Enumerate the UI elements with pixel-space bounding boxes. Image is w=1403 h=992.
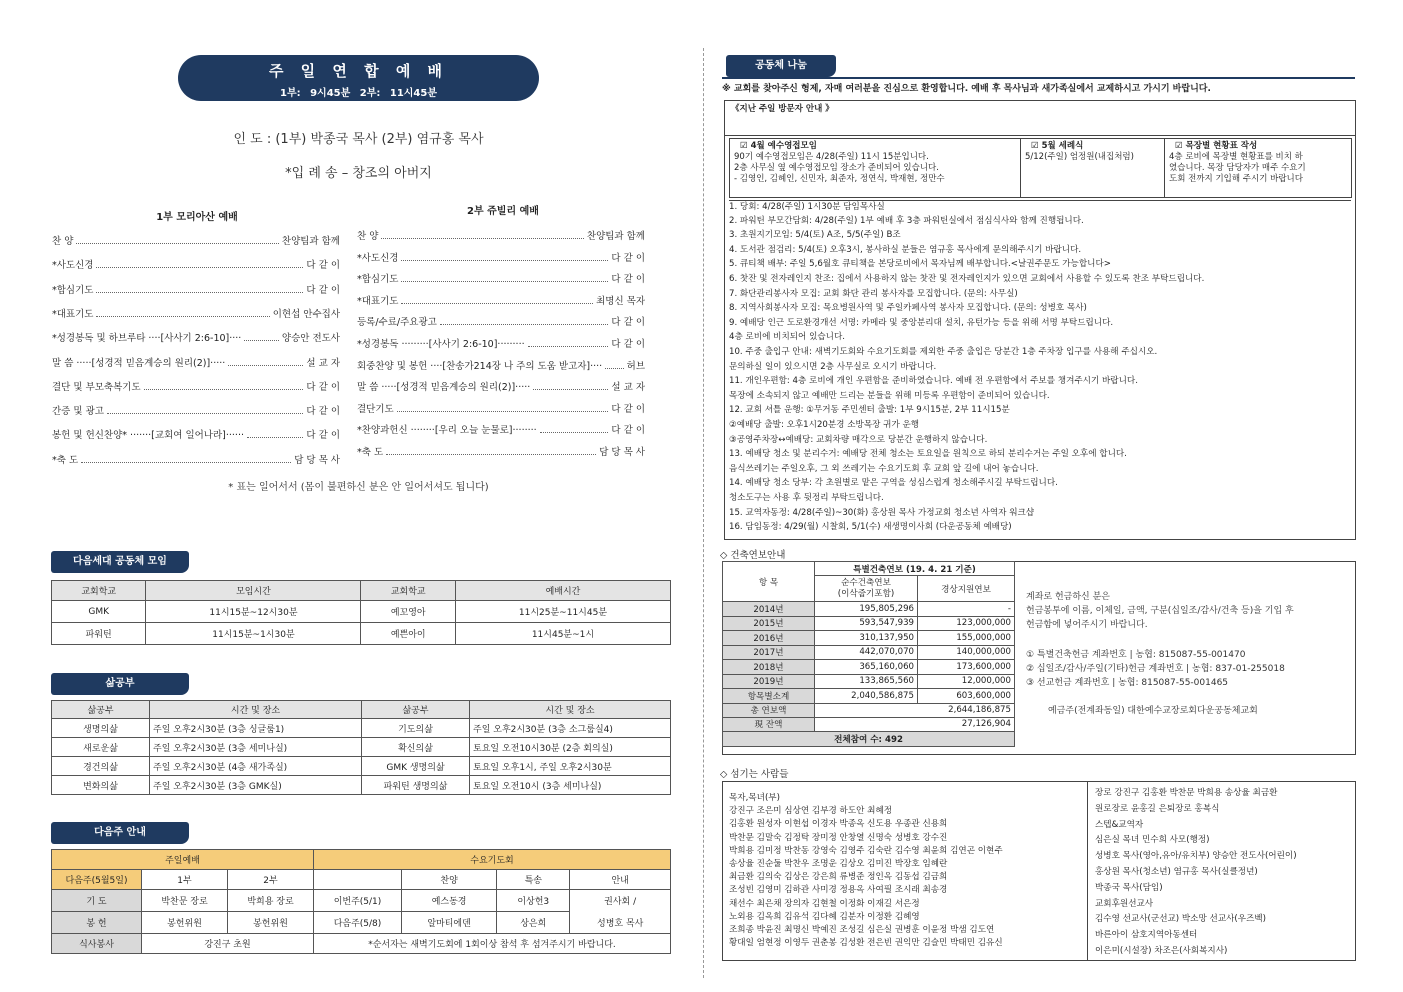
dot-leader (401, 274, 608, 282)
cell: 권사회 / (570, 890, 671, 912)
special-header: 특별건축연보 (19. 4. 21 기준) (815, 562, 1015, 576)
table-row (723, 616, 1015, 631)
order-label: *찬양과헌신 ········[우리 오늘 눈물로]········ (357, 425, 537, 437)
notice-card (729, 138, 1021, 198)
announcement-item: 음식쓰레기는 주일오후, 그 외 쓰레기는 수요기도회 후 교회 앞 길에 내어 놓습니다. (729, 463, 1039, 474)
col-net: 순수건축연보 (841, 577, 891, 588)
service-banner (178, 55, 539, 101)
announcement-item: 5. 큐티책 배부: 주일 5,6월호 큐티책을 본당로비에서 목자님께 배부합니다.<날권주문도 가능합니다> (729, 259, 1111, 270)
account-line: ① 특별건축헌금 계좌번호 | 농협: 815087-55-001470 (1026, 650, 1246, 660)
cell: 123,000,000 (918, 616, 1015, 631)
sub-header: 특송 (497, 870, 570, 890)
order-item (357, 358, 645, 372)
dot-leader (440, 317, 609, 325)
cell: 봉헌위원 (228, 912, 314, 934)
order-item (52, 427, 340, 441)
order-item (52, 330, 340, 344)
order-label: *성경봉독 및 하브루타 ····[사사기 2:6-10]···· (52, 333, 242, 345)
servant-line: 스텝&교역자 (1095, 819, 1144, 830)
sunday-header: 주일예배 (52, 850, 314, 870)
servant-line: 조성빈 김영미 김하관 사미경 정용옥 사여필 조시래 최송경 (729, 885, 948, 896)
nextgen-header: 모임시간 (146, 581, 361, 601)
order-value: 다 같 이 (611, 339, 645, 350)
table-row (52, 912, 671, 934)
announcement-item: 11. 개인우편함: 4층 로비에 개인 우편함을 준비하였습니다. 예배 전 우편함에서 주보를 챙겨주시기 바랍니다. (729, 376, 1138, 387)
order-item (357, 293, 645, 307)
dot-leader (533, 382, 608, 390)
participants: 전체참여 수: 492 (723, 731, 1015, 746)
dot-leader (397, 404, 609, 412)
order-value: 허브 (626, 360, 645, 372)
cell: 593,547,939 (815, 616, 918, 631)
account-holder: 예금주(전계좌동일) 대한예수교장로회다운공동체교회 (1048, 706, 1258, 716)
nextweek-table (51, 849, 671, 954)
dot-leader (76, 236, 279, 244)
dot-leader (96, 285, 303, 293)
servant-line: 황대일 엄현정 이영두 권춘봉 김성환 전은빈 권익만 김슬민 박태민 김유신 (729, 938, 1003, 949)
table-row (723, 731, 1015, 746)
announcement-item: 4층 로비에 비치되어 있습니다. (729, 332, 846, 343)
announcement-item: ③공영주차장↔예배당: 교회차량 매각으로 당분간 운행하지 않습니다. (729, 434, 988, 445)
col-ordinary: 경상지원연보 (918, 576, 1015, 602)
order-value: 다 같 이 (611, 317, 645, 329)
table-row (52, 934, 671, 954)
order-label: 결단기도 (357, 403, 394, 415)
col-net-sub: (이삭줍기포함) (837, 588, 895, 599)
servant-line: 교회후원선교사 (1095, 898, 1154, 909)
service-times: 1부: 9시45분 2부: 11시45분 (279, 88, 438, 99)
wednesday-header: 수요기도회 (314, 850, 671, 870)
order-item (357, 336, 645, 350)
order-value: 설 교 자 (611, 382, 645, 394)
servants-right-box (1087, 781, 1356, 961)
order-value: 담 당 목 사 (294, 454, 340, 466)
order-label: 봉헌 및 헌신찬양* ·······[교회여 일어나라]······ (52, 430, 244, 442)
order-label: *합심기도 (52, 284, 94, 296)
cell: 변화의삶 (52, 776, 150, 795)
cell: 성병호 목사 (570, 912, 671, 934)
order-value: 다 같 이 (611, 403, 645, 415)
cell: 11시25분~11시45분 (455, 601, 670, 623)
order-item (52, 452, 340, 466)
table-row (52, 738, 671, 757)
cell: 새로운삶 (52, 738, 150, 757)
servant-line: 노외용 김옥희 김유석 김다혜 김분자 이정환 김혜영 (729, 911, 920, 922)
samgong-table (51, 700, 671, 795)
section-rule (722, 77, 1355, 79)
servant-line: 목자,목녀(부) (729, 793, 780, 803)
notice-title: ☑ 목장별 현황표 작성 (1175, 141, 1258, 151)
dot-leader (386, 447, 596, 455)
samgong-header: 시간 및 장소 (470, 701, 671, 719)
order-value: 설 교 자 (306, 357, 340, 369)
announcement-item: 16. 담임동정: 4/29(월) 시찰회, 5/1(수) 새생명이사회 (다운공동체 예배당) (729, 522, 1012, 533)
cell: 박희용 장로 (228, 890, 314, 912)
cell: 2019년 (723, 674, 815, 689)
cell: 확신의삶 (362, 738, 470, 757)
order-item (52, 355, 340, 369)
cell: 봉헌위원 (142, 912, 228, 934)
cell: 예꼬영아 (361, 601, 455, 623)
cell: 항목별소계 (723, 689, 815, 704)
dot-leader (144, 382, 304, 390)
servant-line: 심은실 목녀 민수희 사모(행정) (1095, 835, 1210, 846)
stand-note: * 표는 일어서서 (몸이 불편하신 분은 안 일어서셔도 됩니다) (228, 482, 489, 493)
dot-leader (247, 430, 303, 438)
order-value: 다 같 이 (611, 274, 645, 286)
cell: 주일 오후2시30분 (3층 소그룹실4) (470, 719, 671, 738)
servants-section-title: ◇ 섬기는 사람들 (720, 769, 789, 780)
servant-line: 박종국 목사(담임) (1095, 882, 1163, 893)
samgong-section-title: 삶공부 (51, 673, 189, 695)
table-row (723, 631, 1015, 646)
samgong-header: 삶공부 (362, 701, 470, 719)
order-item (357, 271, 645, 285)
dot-leader (81, 455, 291, 463)
dot-leader (244, 333, 279, 341)
order-label: 간증 및 광고 (52, 406, 104, 418)
table-row (723, 703, 1015, 717)
cell: 310,137,950 (815, 631, 918, 646)
announcement-item: ②예배당 출발: 오후1시20분경 소방목장 귀가 운행 (729, 420, 920, 430)
building-fund-table (722, 561, 1015, 747)
cell: 2015년 (723, 616, 815, 631)
table-row (723, 645, 1015, 660)
notice-card (1164, 138, 1352, 198)
table-row (723, 660, 1015, 675)
info-line: 헌금함에 넣어주시기 바랍니다. (1026, 620, 1148, 630)
order-item (52, 306, 340, 320)
order-value: 다 같 이 (306, 430, 340, 442)
dot-leader (96, 260, 303, 268)
order-item (357, 379, 645, 393)
balance-value: 27,126,904 (815, 717, 1015, 731)
order-item (357, 444, 645, 458)
table-row (723, 602, 1015, 617)
announcement-item: 9. 예배당 인근 도로환경개선 서명: 카메라 및 중앙분리대 설치, 유턴가능 등을 위해 서명 부탁드립니다. (729, 317, 1114, 328)
cell: 12,000,000 (918, 674, 1015, 689)
cell: 주일 오후2시30분 (3층 싱글룸1) (150, 719, 362, 738)
cell: GMK 생명의삶 (362, 757, 470, 776)
nextgen-header: 예배시간 (455, 581, 670, 601)
table-row (52, 757, 671, 776)
order-value: 다 같 이 (306, 381, 340, 393)
cell: 2018년 (723, 660, 815, 675)
info-line: 헌금봉투에 이름, 이체일, 금액, 구분(십일조/감사/건축 등)을 기입 후 (1026, 606, 1294, 616)
service2-title: 2부 쥬빌리 예배 (467, 206, 539, 217)
announcement-box (724, 100, 1356, 540)
announcement-item: 3. 초원지기모임: 5/4(토) A조, 5/5(주일) B조 (729, 230, 901, 241)
servant-line: 성병호 목사(영아,유아/유치부) 양승안 전도사(어린이) (1095, 851, 1297, 862)
dot-leader (528, 339, 609, 347)
order-value: 다 같 이 (306, 406, 340, 418)
col-item: 항 목 (723, 562, 815, 602)
cell: 다음주(5/8) (314, 912, 402, 934)
order-label: 찬 양 (357, 231, 379, 242)
divider (724, 135, 1356, 136)
sub-header: 1부 (142, 870, 228, 890)
cell: 기 도 (52, 890, 142, 912)
announcement-item: 청소도구는 사용 후 뒷정리 부탁드립니다. (729, 493, 884, 503)
table-row (52, 623, 671, 645)
order-label: *사도신경 (52, 260, 94, 272)
servant-line: 강진구 조은미 심상연 김부경 하도안 최혜정 (729, 806, 893, 817)
nextgen-header: 교회학교 (361, 581, 455, 601)
announcement-item: 목장에 소속되지 않고 예배만 드리는 분들을 위해 미등록 우편함이 준비되어 있습니다. (729, 390, 1050, 401)
samgong-header: 삶공부 (52, 701, 150, 719)
cell: 이상헌3 (497, 890, 570, 912)
building-section-title: ◇ 건축연보안내 (720, 550, 786, 561)
notice-title: ☑ 4월 예수영접모임 (740, 141, 817, 151)
cell: 이번주(5/1) (314, 890, 402, 912)
notice-line: 2층 사무실 옆 예수영접모임 장소가 준비되어 있습니다. (734, 163, 939, 173)
servant-line: 바른아이 삼호지역아동센터 (1095, 930, 1198, 941)
welcome-note: ※ 교회를 찾아주신 형제, 자매 여러분을 진심으로 환영합니다. 예배 후 목사님과 새가족실에서 교제하시고 가시기 바랍니다. (722, 84, 1211, 94)
order-label: *대표기도 (52, 308, 94, 320)
order-item (52, 282, 340, 296)
cell: 상은희 (497, 912, 570, 934)
announcement-item: 문의하실 일이 있으시면 2층 사무실로 오시기 바랍니다. (729, 361, 937, 372)
cell: 경건의삶 (52, 757, 150, 776)
announcement-item: 12. 교회 셔틀 운행: ①무거동 주민센터 출발: 1부 9시15분, 2부 11시15분 (729, 405, 1010, 416)
order-label: 결단 및 부모축복기도 (52, 381, 141, 393)
page-divider (703, 48, 704, 978)
cell: 11시15분~12시30분 (146, 601, 361, 623)
order-label: 찬 양 (52, 236, 74, 247)
announcement-item: 15. 교역자동정: 4/28(주일)~30(화) 홍상원 목사 가정교회 청소년 사역자 워크샵 (729, 507, 1035, 518)
notice-card (1020, 138, 1165, 198)
servant-line: 조희종 박윤진 최명신 박예진 조성길 심은실 권병훈 이윤정 박샘 김도연 (729, 925, 995, 936)
cell: 2014년 (723, 602, 815, 617)
notice-line: 4층 로비에 목장별 현황표를 비치 하 (1169, 152, 1303, 162)
info-line: 계좌로 헌금하신 분은 (1026, 592, 1110, 602)
order-value: 다 같 이 (611, 252, 645, 264)
notice-line: 90기 예수영접모임은 4/28(주일) 11시 15분입니다. (734, 152, 929, 162)
nextgen-table (51, 580, 671, 645)
order-label: *합심기도 (357, 274, 399, 286)
servants-left-box (722, 781, 1088, 961)
order-value: 다 같 이 (306, 284, 340, 296)
order-item (357, 228, 645, 242)
dot-leader (605, 361, 623, 369)
sub-header: 안내 (570, 870, 671, 890)
order-item (52, 379, 340, 393)
order-label: 등록/수료/주요광고 (357, 317, 437, 329)
notice-line: 였습니다. 목장 담당자가 매주 수요기 (1169, 163, 1306, 173)
order-item (357, 250, 645, 264)
cell: 식사봉사 (52, 934, 142, 954)
cell: *순서자는 새벽기도회에 1회이상 참석 후 섬겨주시기 바랍니다. (314, 934, 671, 954)
dot-leader (401, 296, 593, 304)
order-label: 회중찬양 및 봉헌 ····[찬송가214장 나 주의 도움 받고자]···· (357, 360, 603, 372)
order-item (357, 401, 645, 415)
order-value: 이현섭 안수집사 (272, 308, 340, 320)
notice-line: 도회 전까지 기입해 주시기 바랍니다 (1169, 174, 1303, 184)
order-label: *사도신경 (357, 252, 399, 264)
servant-line: 채선수 최은채 장의자 김현철 이정화 이재길 서은정 (729, 898, 920, 909)
announcement-item: 6. 찻잔 및 전자레인지 찬조: 집에서 사용하지 않는 찻잔 및 전자레인지가 있으면 교회에서 사용할 수 있도록 찬조 부탁드립니다. (729, 274, 1205, 284)
servant-line: 박찬문 김말숙 김정탁 장미정 안창열 신명숙 성병호 강수진 (729, 832, 948, 843)
servant-line: 장로 강진구 김홍환 박찬문 박희용 송상율 최금환 (1095, 788, 1278, 798)
announcement-item: 1. 당회: 4/28(주일) 1시30분 담임목사실 (729, 200, 1351, 213)
notice-title: ☑ 5월 세례식 (1031, 141, 1084, 151)
order-value: 양승안 전도사 (281, 333, 340, 345)
cell: 2,040,586,875 (815, 689, 918, 704)
cell: 파워틴 (52, 623, 146, 645)
cell: 365,160,060 (815, 660, 918, 675)
nextgen-section-title: 다음세대 공동체 모임 (51, 551, 189, 573)
dot-leader (107, 406, 303, 414)
cell: 강진구 초원 (142, 934, 314, 954)
cell: 133,865,560 (815, 674, 918, 689)
dot-leader (96, 309, 269, 317)
cell: 11시45분~1시 (455, 623, 670, 645)
cell: 토요일 오전10시 (3층 세미나실) (470, 776, 671, 795)
leader-line: 인 도 : (1부) 박종국 목사 (2부) 염규홍 목사 (233, 132, 484, 147)
community-section-title: 공동체 나눔 (726, 55, 836, 77)
order-label: 말 씀 ·····[성경적 믿음계승의 원리(2)]····· (357, 382, 531, 394)
dot-leader (228, 358, 303, 366)
cell: 봉 헌 (52, 912, 142, 934)
servant-line: 송상율 진순둘 박찬우 조명운 김상오 김미진 박장호 임혜란 (729, 859, 948, 870)
order-value: 다 같 이 (306, 260, 340, 272)
cell: 173,600,000 (918, 660, 1015, 675)
account-line: ③ 선교헌금 계좌번호 | 농협: 815087-55-001465 (1026, 678, 1229, 688)
cell: 예스동경 (402, 890, 497, 912)
announcement-item: 10. 주중 출입구 안내: 새벽기도회와 수요기도회를 제외한 주중 출입은 당분간 1층 주차장 입구를 사용해 주십시오. (729, 347, 1158, 357)
servant-line: 김수영 선교사(군선교) 박소망 선교사(우즈벡) (1095, 914, 1267, 925)
order-label: *대표기도 (357, 295, 399, 307)
table-row (723, 689, 1015, 704)
cell: 박찬문 장로 (142, 890, 228, 912)
dot-leader (401, 253, 608, 261)
dot-leader (381, 231, 584, 239)
cell: 11시15분~1시30분 (146, 623, 361, 645)
cell: 155,000,000 (918, 631, 1015, 646)
table-row (52, 890, 671, 912)
order-label: *성경봉독 ·········[사사기 2:6-10]········· (357, 339, 525, 350)
cell: 603,600,000 (918, 689, 1015, 704)
sub-header (314, 870, 402, 890)
balance-label: 現 잔액 (723, 717, 815, 731)
cell: 토요일 오후1시, 주일 오후2시30분 (470, 757, 671, 776)
building-info (1026, 590, 1294, 718)
notice-line: - 김영인, 김혜인, 신민자, 최준자, 정연식, 박재현, 정만수 (734, 174, 945, 184)
sub-header: 찬양 (402, 870, 497, 890)
announcement-item: 2. 파워틴 부모간담회: 4/28(주일) 1부 예배 후 3층 파워틴실에서 점심식사와 함께 진행됩니다. (729, 215, 1084, 226)
table-row (723, 717, 1015, 731)
table-row (52, 601, 671, 623)
cell: 195,805,296 (815, 602, 918, 617)
order-label: *축 도 (357, 447, 384, 458)
order-item (52, 403, 340, 417)
service-title: 주 일 연 합 예 배 (268, 62, 449, 80)
servant-line: 홍상원 목사(청소년) 염규홍 목사(실클정년) (1095, 866, 1258, 877)
order-item (357, 314, 645, 328)
order-item (357, 422, 645, 436)
sub-header: 다음주(5월5일) (52, 870, 142, 890)
order-value: 찬양팀과 함께 (586, 231, 645, 242)
total-label: 총 연보액 (723, 703, 815, 717)
cell: 알마티에덴 (402, 912, 497, 934)
order-label: *축 도 (52, 454, 79, 466)
sub-header: 2부 (228, 870, 314, 890)
nextgen-header: 교회학교 (52, 581, 146, 601)
announcement-item: 13. 예배당 청소 및 분리수거: 예배당 전체 청소는 토요일을 원칙으로 하되 분리수거는 주일 오후에 합니다. (729, 449, 1127, 460)
order-value: 다 같 이 (611, 425, 645, 437)
cell: 파워틴 생명의삶 (362, 776, 470, 795)
announcement-item: 7. 화단관리봉사자 모집: 교회 화단 관리 봉사자를 모집합니다. (문의: 사무실) (729, 288, 1018, 299)
cell: 생명의삶 (52, 719, 150, 738)
visitor-label: 《지난 주일 방문자 안내 》 (731, 104, 834, 114)
cell: 442,070,070 (815, 645, 918, 660)
service1-title: 1부 모리아산 예배 (156, 212, 238, 223)
cell: 주일 오후2시30분 (3층 GMK실) (150, 776, 362, 795)
servant-line: 이은미(시설장) 차조은(사회복지사) (1095, 945, 1228, 956)
samgong-header: 시간 및 장소 (150, 701, 362, 719)
order-value: 찬양팀과 함께 (281, 236, 340, 247)
cell: GMK (52, 601, 146, 623)
entrance-hymn: *입 례 송 – 창조의 아버지 (285, 166, 432, 181)
order-label: 말 씀 ·····[성경적 믿음계승의 원리(2)]····· (52, 357, 226, 369)
servant-line: 최금환 김의숙 김상은 강은희 류병준 정인옥 김동섭 김금희 (729, 872, 948, 883)
order-value: 최명신 목자 (596, 295, 645, 307)
cell: 2017년 (723, 645, 815, 660)
table-row (723, 674, 1015, 689)
account-line: ② 십일조/감사/주일(기타)헌금 계좌번호 | 농협: 837-01-255018 (1026, 664, 1285, 674)
cell: 140,000,000 (918, 645, 1015, 660)
cell: 예쁜아이 (361, 623, 455, 645)
order-item (52, 233, 340, 247)
servant-line: 김홍환 원성자 이현섭 이경자 박종옥 신도용 우종관 신용희 (729, 819, 948, 830)
cell: 토요일 오전10시30분 (2층 회의실) (470, 738, 671, 757)
table-row (52, 719, 671, 738)
cell: 주일 오후2시30분 (4층 새가족실) (150, 757, 362, 776)
cell: - (918, 602, 1015, 617)
nextweek-section-title: 다음주 안내 (51, 822, 189, 844)
servant-line: 원로장로 윤홍길 은퇴장로 홍복식 (1095, 803, 1220, 814)
servant-line: 박희용 김미정 박찬동 강영숙 김영주 김숙란 김수영 최윤희 김연곤 이현주 (729, 845, 1003, 856)
cell: 주일 오후2시30분 (3층 세미나실) (150, 738, 362, 757)
announcement-item: 4. 도서관 점검리: 5/4(토) 오후3시, 봉사하실 분들은 염규홍 목사에게 문의해주시기 바랍니다. (729, 244, 1082, 255)
table-row (52, 776, 671, 795)
dot-leader (540, 425, 609, 433)
announcement-item: 8. 지역사회봉사자 모집: 목요병원사역 및 주일카페사역 봉사자 모집합니다. (문의: 성병호 목사) (729, 303, 1087, 314)
order-value: 담 당 목 사 (599, 447, 645, 458)
order-item (52, 257, 340, 271)
cell: 기도의삶 (362, 719, 470, 738)
cell: 2016년 (723, 631, 815, 646)
announcement-item: 14. 예배당 청소 당부: 각 초원별로 맡은 구역을 성심스럽게 청소해주시길 부탁드립니다. (729, 478, 1058, 489)
notice-line: 5/12(주일) 엄정원(내집처럼) (1025, 152, 1134, 162)
total-value: 2,644,186,875 (815, 703, 1015, 717)
